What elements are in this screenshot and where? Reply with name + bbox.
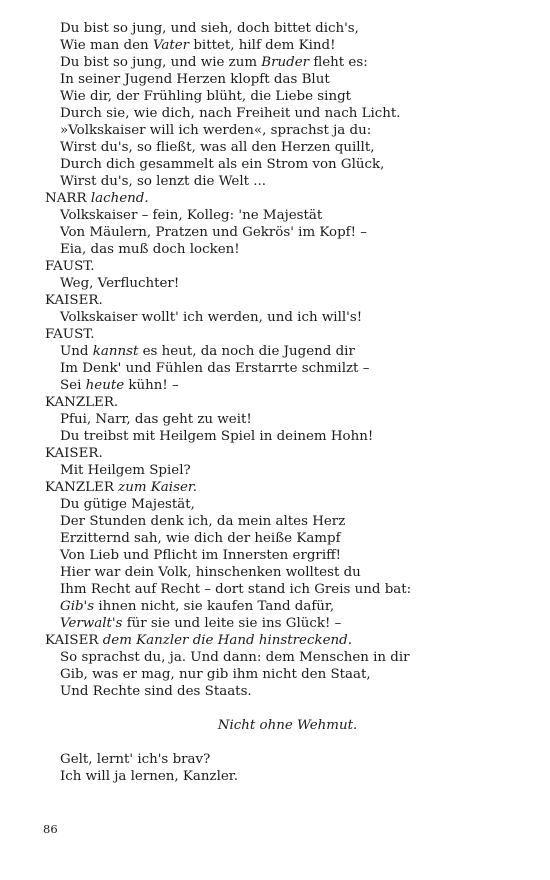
speaker-line <box>45 326 515 343</box>
text-segment: KAISER. <box>45 446 103 461</box>
text-segment: es heut, da noch die Jugend dir <box>138 344 355 359</box>
text-segment: Pfui, Narr, das geht zu weit! <box>60 412 252 427</box>
italic-text: lachend. <box>90 191 149 206</box>
text-segment: Gelt, lernt' ich's brav? <box>60 752 211 767</box>
blank-line <box>45 700 515 717</box>
verse-line <box>45 173 515 190</box>
speaker-line <box>45 394 515 411</box>
text-segment: KANZLER <box>45 480 119 495</box>
speaker-line <box>45 632 515 649</box>
verse-line <box>45 275 515 292</box>
text-segment: Volkskaiser – fein, Kolleg: 'ne Majestät <box>60 208 323 223</box>
text-segment: KAISER. <box>45 293 103 308</box>
verse-line <box>45 241 515 258</box>
verse-line <box>45 598 515 615</box>
text-segment: »Volkskaiser will ich werden«, sprachst ja du: <box>60 123 372 138</box>
italic-text: Gib's <box>60 599 95 614</box>
verse-line <box>45 513 515 530</box>
text-segment: Erzitternd sah, wie dich der heiße Kampf <box>60 531 341 546</box>
text-segment: Du gütige Majestät, <box>60 497 195 512</box>
page-text <box>45 20 515 785</box>
verse-line <box>45 547 515 564</box>
verse-line <box>45 122 515 139</box>
text-segment: Wie man den <box>60 38 153 53</box>
verse-line <box>45 37 515 54</box>
text-segment: Ich will ja lernen, Kanzler. <box>60 769 238 784</box>
verse-line <box>45 428 515 445</box>
text-segment: Wirst du's, so lenzt die Welt ... <box>60 174 267 189</box>
italic-text: Nicht ohne Wehmut. <box>217 718 358 733</box>
text-segment: Durch sie, wie dich, nach Freiheit und nach Licht. <box>60 106 401 121</box>
text-segment: kühn! – <box>124 378 179 393</box>
text-segment: Durch dich gesammelt als ein Strom von Glück, <box>60 157 385 172</box>
verse-line <box>45 360 515 377</box>
text-segment: ihnen nicht, sie kaufen Tand dafür, <box>94 599 335 614</box>
verse-line <box>45 156 515 173</box>
verse-line <box>45 581 515 598</box>
text-segment: Sei <box>60 378 86 393</box>
blank-line <box>45 734 515 751</box>
italic-text: Vater <box>152 38 190 53</box>
text-segment: Weg, Verfluchter! <box>60 276 180 291</box>
verse-line <box>45 683 515 700</box>
text-segment: Im Denk' und Fühlen das Erstarrte schmilzt – <box>60 361 370 376</box>
text-segment: Eia, das muß doch locken! <box>60 242 240 257</box>
speaker-line <box>45 190 515 207</box>
text-segment: Du bist so jung, und sieh, doch bittet dich's, <box>60 21 359 36</box>
verse-line <box>45 20 515 37</box>
verse-line <box>45 309 515 326</box>
verse-line <box>45 139 515 156</box>
page-number: 86 <box>43 822 58 836</box>
verse-line <box>45 88 515 105</box>
italic-text: zum Kaiser. <box>118 480 198 495</box>
verse-line <box>45 564 515 581</box>
text-segment: Und <box>60 344 93 359</box>
italic-text: kannst <box>92 344 139 359</box>
speaker-line <box>45 445 515 462</box>
verse-line <box>45 615 515 632</box>
text-segment: KAISER <box>45 633 103 648</box>
italic-text: Verwalt's <box>60 616 123 631</box>
verse-line <box>45 411 515 428</box>
verse-line <box>45 207 515 224</box>
italic-text: heute <box>85 378 125 393</box>
text-segment: Gib, was er mag, nur gib ihm nicht den Staat, <box>60 667 371 682</box>
verse-line <box>45 768 515 785</box>
verse-line <box>45 496 515 513</box>
verse-line <box>45 751 515 768</box>
text-segment: KANZLER. <box>45 395 119 410</box>
speaker-line <box>45 258 515 275</box>
text-segment: FAUST. <box>45 259 95 274</box>
text-segment: Wie dir, der Frühling blüht, die Liebe singt <box>60 89 352 104</box>
verse-line <box>45 343 515 360</box>
text-segment: für sie und leite sie ins Glück! – <box>122 616 342 631</box>
text-segment: Volkskaiser wollt' ich werden, und ich will's! <box>60 310 363 325</box>
speaker-line <box>45 292 515 309</box>
text-segment: NARR <box>45 191 91 206</box>
text-segment: Du treibst mit Heilgem Spiel in deinem Hohn! <box>60 429 374 444</box>
verse-line <box>45 71 515 88</box>
text-segment: Von Lieb und Pflicht im Innersten ergriff! <box>60 548 342 563</box>
text-segment: Du bist so jung, und wie zum <box>60 55 262 70</box>
text-segment: Ihm Recht auf Recht – dort stand ich Greis und bat: <box>60 582 412 597</box>
text-segment: Hier war dein Volk, hinschenken wolltest du <box>60 565 361 580</box>
verse-line <box>45 649 515 666</box>
verse-line <box>45 462 515 479</box>
stage-direction <box>45 717 515 734</box>
italic-text: Bruder <box>261 55 310 70</box>
verse-line <box>45 666 515 683</box>
text-segment: Wirst du's, so fließt, was all den Herzen quillt, <box>60 140 375 155</box>
text-segment: FAUST. <box>45 327 95 342</box>
verse-line <box>45 105 515 122</box>
verse-line <box>45 377 515 394</box>
verse-line <box>45 530 515 547</box>
text-segment: Und Rechte sind des Staats. <box>60 684 252 699</box>
verse-line <box>45 54 515 71</box>
verse-line <box>45 224 515 241</box>
text-segment: bittet, hilf dem Kind! <box>189 38 336 53</box>
text-segment: In seiner Jugend Herzen klopft das Blut <box>60 72 330 87</box>
text-segment: Der Stunden denk ich, da mein altes Herz <box>60 514 346 529</box>
text-segment: Mit Heilgem Spiel? <box>60 463 191 478</box>
text-segment: fleht es: <box>309 55 368 70</box>
italic-text: dem Kanzler die Hand hinstreckend. <box>102 633 352 648</box>
speaker-line <box>45 479 515 496</box>
text-segment: So sprachst du, ja. Und dann: dem Menschen in dir <box>60 650 410 665</box>
text-segment: Von Mäulern, Pratzen und Gekrös' im Kopf! – <box>60 225 367 240</box>
